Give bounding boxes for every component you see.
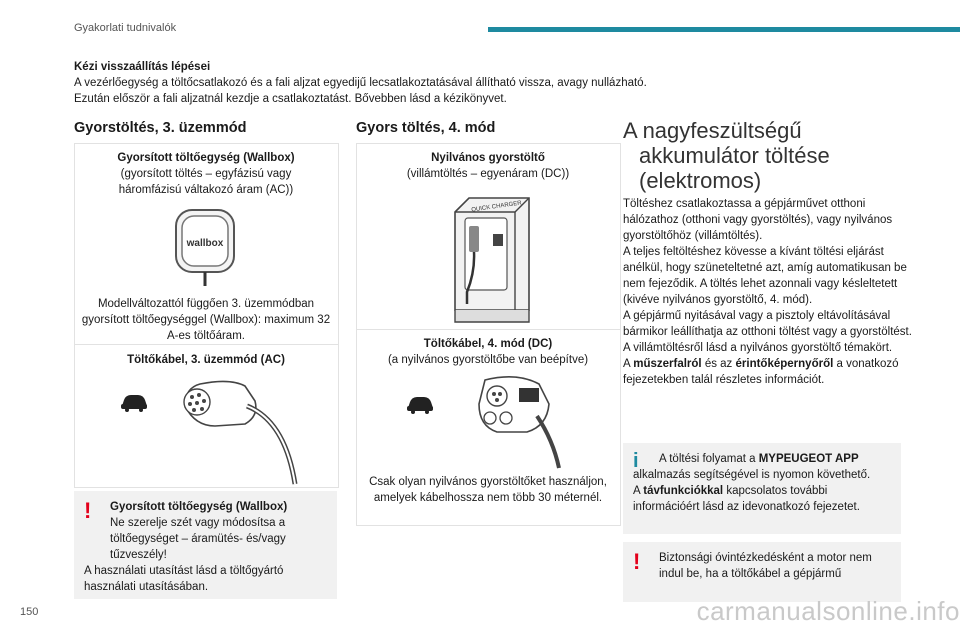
page-title-line-2: akkumulátor töltése bbox=[639, 143, 830, 168]
dc-cable-subtitle: (a nyilvános gyorstöltőbe van beépítve) bbox=[387, 354, 589, 366]
car-icon-2 bbox=[405, 392, 435, 414]
public-charger-subtitle: (villámtöltés – egyenáram (DC)) bbox=[406, 168, 570, 180]
header-section-title: Gyakorlati tudnivalók bbox=[74, 22, 177, 34]
wallbox-subtitle: (gyorsított töltés – egyfázisú vagy háromfázisú váltakozó áram (AC)) bbox=[118, 168, 294, 196]
col3-body bbox=[623, 196, 913, 388]
p4-c: és az bbox=[701, 358, 736, 370]
dc-cable-description: Csak olyan nyilvános gyorstöltőket használjon, amelyek kábelhossza nem több 30 méternél. bbox=[369, 476, 607, 504]
footer-watermark-url: carmanualsonline.info bbox=[696, 596, 960, 626]
col1-box bbox=[74, 143, 339, 488]
intro-title: Kézi visszaállítás lépései bbox=[74, 61, 211, 73]
col2-title: Gyors töltés, 4. mód bbox=[356, 120, 496, 136]
quick-charger-label: QUICK CHARGER bbox=[471, 200, 523, 214]
info-text-2 bbox=[633, 483, 891, 515]
wallbox-heading bbox=[81, 150, 331, 198]
col1-title: Gyorstöltés, 3. üzemmód bbox=[74, 120, 247, 136]
col3-warning bbox=[623, 542, 901, 602]
wallbox-logo-text: wallbox bbox=[186, 238, 224, 249]
wallbox-icon bbox=[171, 206, 241, 286]
public-charger-title: Nyilvános gyorstöltő bbox=[431, 152, 545, 164]
info-text-1 bbox=[633, 451, 891, 483]
ac-cable-title: Töltőkábel, 3. üzemmód (AC) bbox=[127, 354, 285, 366]
p4-d: érintőképernyőről bbox=[735, 358, 834, 370]
quick-charger-icon bbox=[449, 192, 533, 327]
col1-warning-title: Gyorsított töltőegység (Wallbox) bbox=[110, 501, 288, 513]
info2-a: A bbox=[633, 485, 644, 497]
page-number: 150 bbox=[20, 606, 39, 618]
p4-e: a vonatkozó fejezetekben talál részletes információt. bbox=[623, 358, 899, 386]
page-title-line-3: (elektromos) bbox=[639, 168, 762, 193]
col1-warning-text-2: A használati utasítást lásd a töltőgyártó használati utasításában. bbox=[84, 565, 284, 593]
dc-cable-heading bbox=[363, 336, 613, 368]
col3-paragraph-2: A teljes feltöltéshez kövesse a kívánt töltési eljárást anélkül, hogy szüneteltetné azt, amíg automatikusan be nem fejeződik. A töltés lehet azonnali vagy késleltetett (kivéve nyilvános gyorstöltő, 4. mód). bbox=[623, 246, 907, 306]
header-accent-bar bbox=[488, 27, 960, 32]
wallbox-title: Gyorsított töltőegység (Wallbox) bbox=[117, 152, 295, 164]
page-title bbox=[623, 118, 923, 193]
col3-paragraph-1: Töltéshez csatlakoztassa a gépjárművet otthoni hálózathoz (otthoni vagy gyorstöltés), vagy nyilvános gyorstöltőhöz (villámtöltés). bbox=[623, 198, 893, 242]
info-icon: i bbox=[633, 450, 639, 472]
p4-b: műszerfalról bbox=[633, 358, 702, 370]
info1-c: alkalmazás segítségével is nyomon követhető. bbox=[633, 469, 871, 481]
warning-icon-2: ! bbox=[633, 549, 641, 574]
car-icon bbox=[119, 390, 149, 412]
col3-paragraph-4 bbox=[623, 356, 913, 388]
p4-a: A bbox=[623, 358, 634, 370]
col2-divider bbox=[357, 329, 620, 330]
info2-b: távfunkciókkal bbox=[643, 485, 724, 497]
dc-cable-title: Töltőkábel, 4. mód (DC) bbox=[423, 338, 553, 350]
col1-warning bbox=[74, 491, 337, 599]
intro-line-1: A vezérlőegység a töltőcsatlakozó és a fali aljzat egyedijű lecsatlakoztatásával állítható vissza, avagy nullázható. bbox=[74, 77, 647, 89]
intro-line-2: Ezután először a fali aljzatnál kezdje a csatlakoztatást. Bővebben lásd a kézikönyvet. bbox=[74, 93, 507, 105]
col1-warning-text-1: Ne szerelje szét vagy módosítsa a töltőegységet – áramütés- és/vagy tűzveszély! bbox=[110, 517, 286, 561]
public-charger-heading bbox=[363, 150, 613, 182]
col3-warning-text: Biztonsági óvintézkedésként a motor nem indul be, ha a töltőkábel a gépjármű bbox=[659, 552, 872, 580]
col2-box bbox=[356, 143, 621, 526]
col1-divider bbox=[75, 344, 338, 345]
ac-cable-connector-icon bbox=[175, 376, 335, 486]
dc-cable-connector-icon bbox=[467, 370, 567, 470]
info1-b: MYPEUGEOT APP bbox=[758, 453, 859, 465]
info1-a: A töltési folyamat a bbox=[659, 453, 759, 465]
info2-c: kapcsolatos további információért lásd az idevonatkozó fejezetet. bbox=[633, 485, 860, 513]
page-title-line-1: A nagyfeszültségű bbox=[623, 118, 802, 143]
col3-paragraph-3: A gépjármű nyitásával vagy a pisztoly eltávolításával bármikor leállíthatja az otthoni töltést vagy a gyorstöltést. A villámtöltésről lásd a nyilvános gyorstöltő témakört. bbox=[623, 310, 912, 354]
wallbox-description: Modellváltozattól függően 3. üzemmódban gyorsított töltőegységgel (Wallbox): maximum 32 A-es töltőáram. bbox=[81, 298, 331, 342]
col3-info-box bbox=[623, 443, 901, 534]
intro-block bbox=[74, 59, 914, 107]
warning-icon: ! bbox=[84, 498, 92, 523]
col1-warning-text bbox=[84, 515, 327, 595]
